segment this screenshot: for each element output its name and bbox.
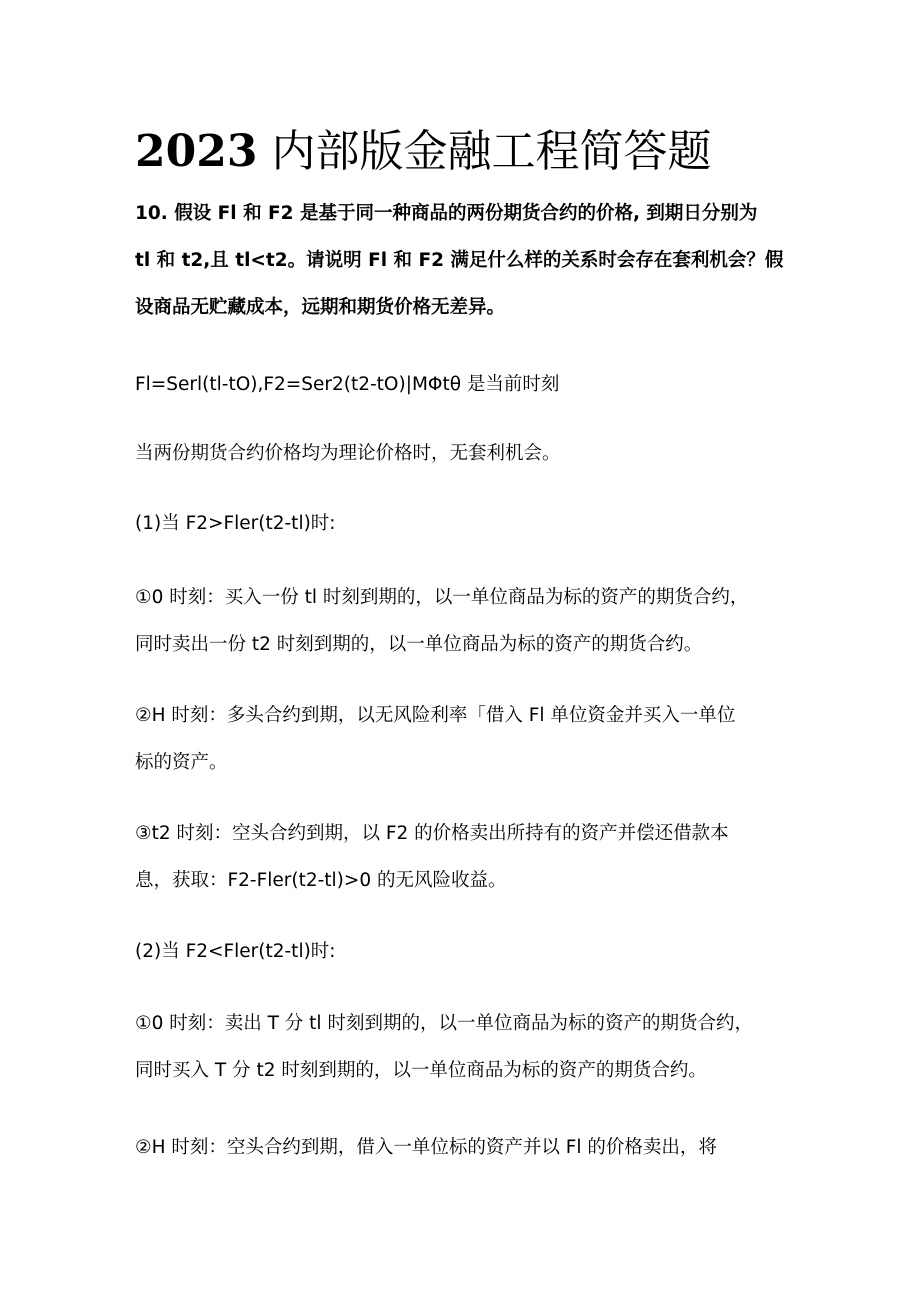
- case1-step1-line: 同时卖出一份 t2 时刻到期的，以一单位商品为标的资产的期货合约。: [135, 634, 703, 655]
- question-line: tl 和 t2,且 tl<t2。请说明 Fl 和 F2 满足什么样的关系时会存在套利机会？假: [135, 250, 784, 271]
- title-text: 内部版金融工程简答题: [271, 126, 712, 177]
- formula-line: Fl=Serl(tl-tO),F2=Ser2(t2-tO)|MΦtθ 是当前时刻: [135, 374, 560, 395]
- title-year: 2023: [135, 126, 258, 177]
- case1-heading-line: (1)当 F2>Fler(t2-tl)时:: [135, 513, 336, 534]
- case1-step3: [135, 810, 795, 904]
- case1-heading: [135, 500, 795, 547]
- case1-step1-line: ①0 时刻：买入一份 tl 时刻到期的，以一单位商品为标的资产的期货合约，: [135, 587, 749, 608]
- case1-step1: [135, 574, 795, 668]
- case2-step2-line: ②H 时刻：空头合约到期，借入一单位标的资产并以 Fl 的价格卖出，将: [135, 1137, 717, 1158]
- question-line: 设商品无贮藏成本，远期和期货价格无差异。: [135, 297, 506, 318]
- case1-step2: [135, 692, 795, 786]
- question-block: [135, 190, 795, 331]
- question-line: 10. 假设 Fl 和 F2 是基于同一种商品的两份期货合约的价格, 到期日分别为: [135, 203, 758, 224]
- answer-formula: [135, 361, 795, 408]
- intro-line: 当两份期货合约价格均为理论价格时，无套利机会。: [135, 443, 561, 464]
- answer-intro: [135, 430, 795, 477]
- case1-step2-line: ②H 时刻：多头合约到期，以无风险利率「借入 Fl 单位资金并买入一单位: [135, 705, 736, 726]
- case2-step2: [135, 1124, 795, 1171]
- case2-step1: [135, 1000, 795, 1094]
- case2-step1-line: ①0 时刻：卖出 T 分 tl 时刻到期的，以一单位商品为标的资产的期货合约，: [135, 1013, 753, 1034]
- page-title: [135, 124, 795, 180]
- case1-step3-line: 息，获取：F2-Fler(t2-tl)>0 的无风险收益。: [135, 870, 507, 891]
- case1-step3-line: ③t2 时刻：空头合约到期，以 F2 的价格卖出所持有的资产并偿还借款本: [135, 823, 729, 844]
- case2-heading: [135, 928, 795, 975]
- case1-step2-line: 标的资产。: [135, 752, 228, 773]
- case2-step1-line: 同时买入 T 分 t2 时刻到期的，以一单位商品为标的资产的期货合约。: [135, 1060, 707, 1081]
- case2-heading-line: (2)当 F2<Fler(t2-tl)时:: [135, 941, 336, 962]
